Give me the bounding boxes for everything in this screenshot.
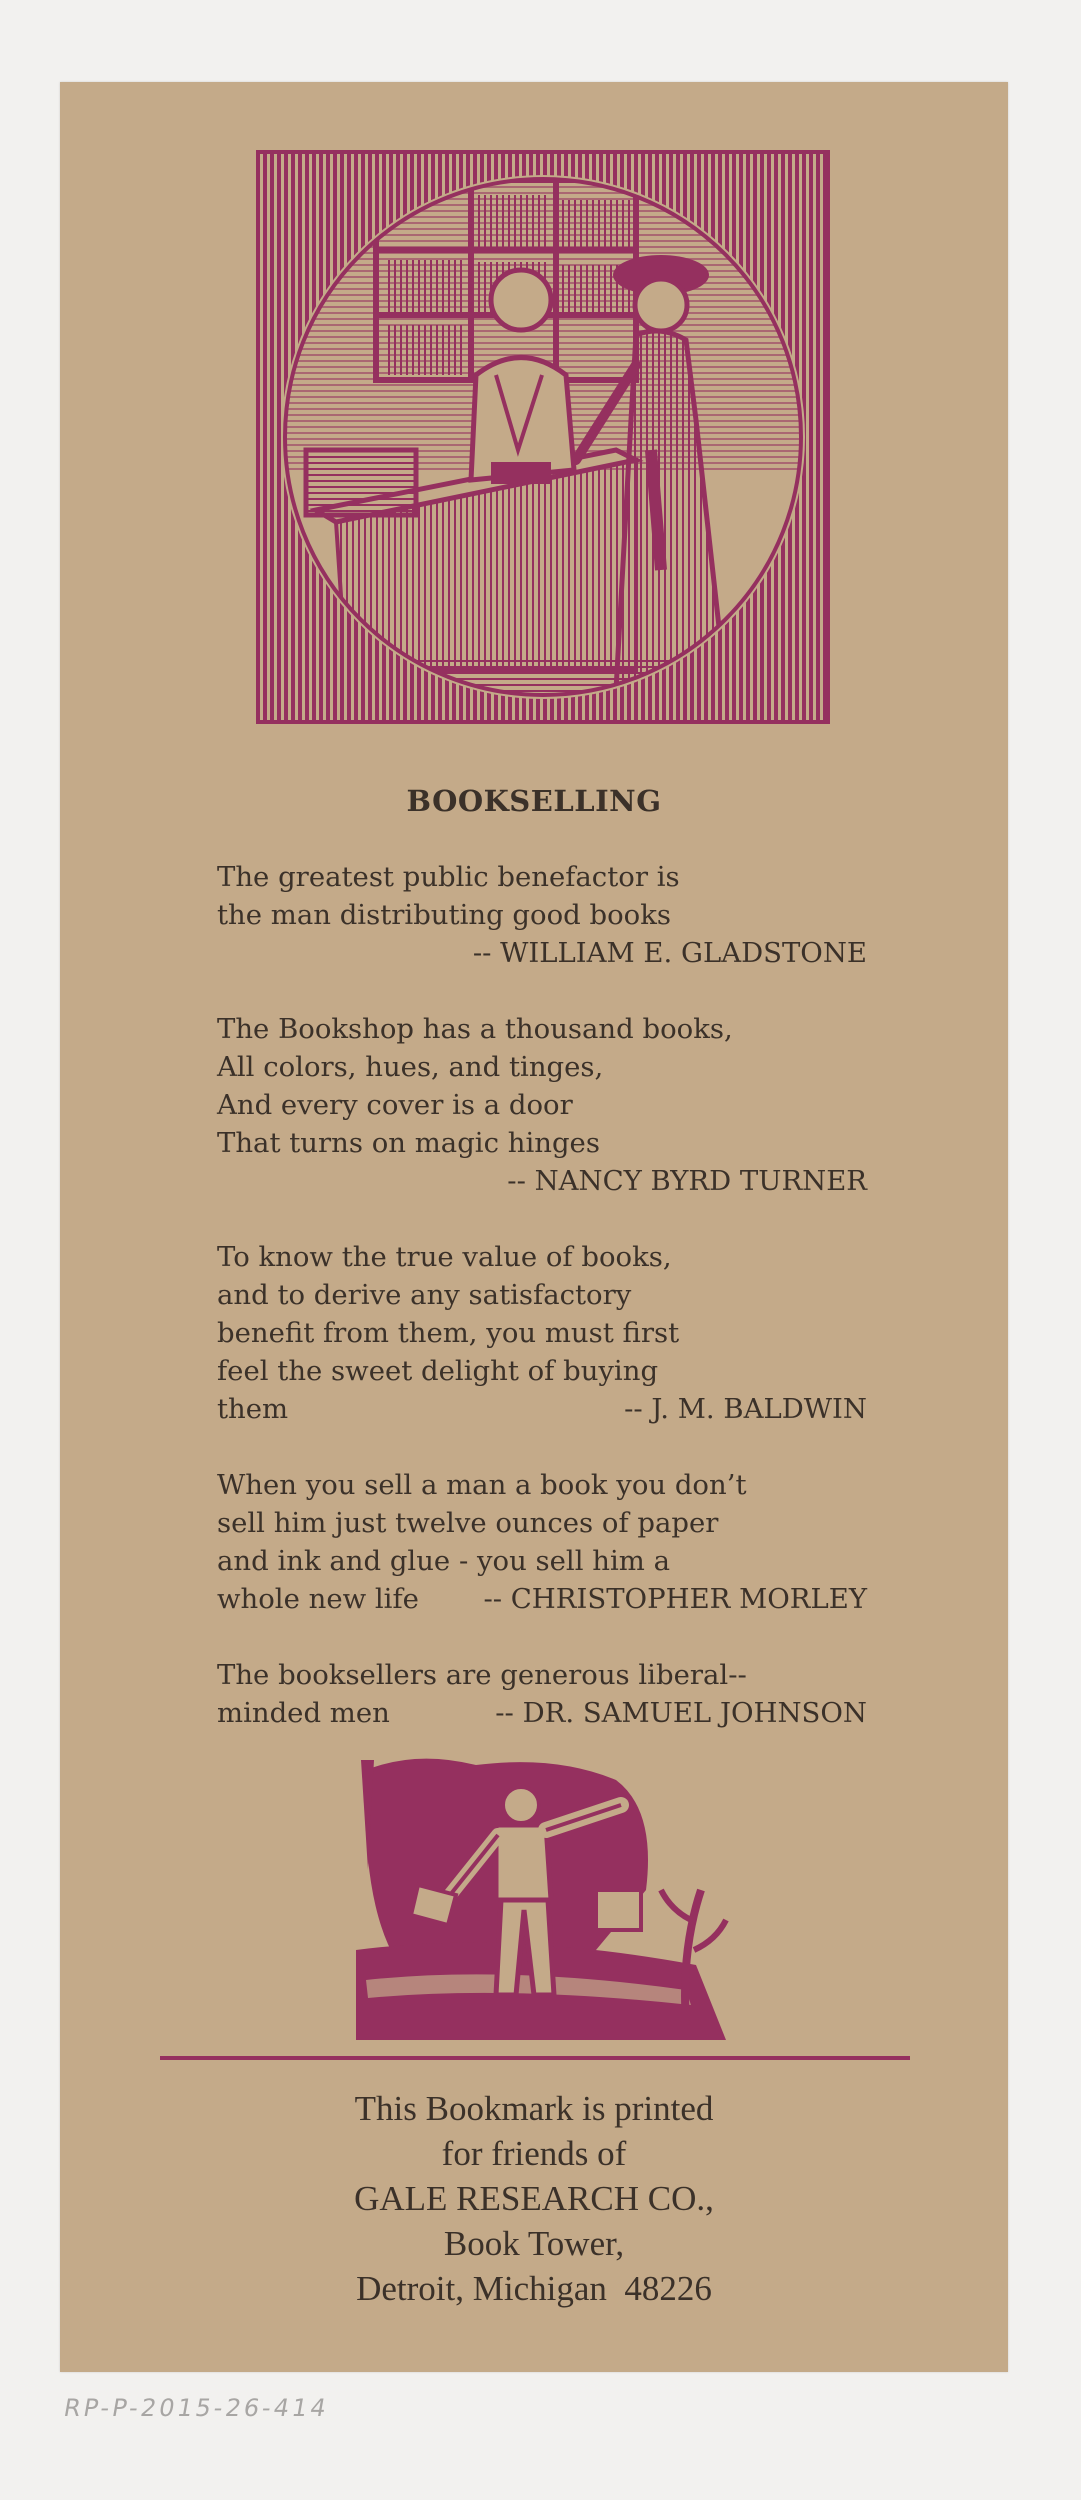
quote-line: The booksellers are generous liberal-- <box>217 1659 747 1691</box>
footer-line: GALE RESEARCH CO., <box>354 2179 714 2218</box>
quote-author: -- DR. SAMUEL JOHNSON <box>495 1697 867 1729</box>
bookshop-woodcut-illustration <box>256 150 830 724</box>
quotes-section <box>217 858 867 1770</box>
quote-morley <box>217 1466 867 1618</box>
quote-line: whole new life <box>217 1583 419 1615</box>
quote-line: And every cover is a door <box>217 1089 573 1121</box>
footer-line: Detroit, Michigan 48226 <box>356 2269 712 2308</box>
quote-line: To know the true value of books, <box>217 1241 672 1273</box>
quote-author: -- J. M. BALDWIN <box>624 1393 867 1425</box>
quote-line: and to derive any satisfactory <box>217 1279 632 1311</box>
quote-author: -- NANCY BYRD TURNER <box>507 1165 867 1197</box>
quote-gladstone <box>217 858 867 972</box>
quote-line: That turns on magic hinges <box>217 1127 600 1159</box>
divider-rule <box>160 2056 910 2060</box>
quote-last-line <box>217 1694 867 1732</box>
footer-line: for friends of <box>441 2134 627 2173</box>
quote-line: the man distributing good books <box>217 899 671 931</box>
quote-line: When you sell a man a book you don’t <box>217 1469 747 1501</box>
bookmark-card <box>60 82 1008 2372</box>
quote-author: -- WILLIAM E. GLADSTONE <box>472 937 867 969</box>
quote-last-line <box>217 1390 867 1428</box>
quote-last-line <box>217 1580 867 1618</box>
quote-author: -- CHRISTOPHER MORLEY <box>483 1583 867 1615</box>
quote-line: benefit from them, you must first <box>217 1317 680 1349</box>
quote-line: minded men <box>217 1697 390 1729</box>
quote-line: them <box>217 1393 289 1425</box>
catalog-number: RP-P-2015-26-414 <box>61 2394 332 2422</box>
quote-baldwin <box>217 1238 867 1428</box>
quote-line: sell him just twelve ounces of paper <box>217 1507 719 1539</box>
quote-line: The Bookshop has a thousand books, <box>217 1013 733 1045</box>
quote-line: All colors, hues, and tinges, <box>217 1051 604 1083</box>
quote-line: The greatest public benefactor is <box>217 861 680 893</box>
book-reader-woodcut-illustration <box>356 1750 736 2040</box>
footer-line: Book Tower, <box>443 2224 625 2263</box>
quote-line: feel the sweet delight of buying <box>217 1355 659 1387</box>
footer-line: This Bookmark is printed <box>354 2089 714 2128</box>
quote-turner <box>217 1010 867 1200</box>
page-title: BOOKSELLING <box>406 784 662 818</box>
quote-johnson <box>217 1656 867 1732</box>
quote-line: and ink and glue - you sell him a <box>217 1545 670 1577</box>
footer-imprint <box>60 2086 1008 2311</box>
